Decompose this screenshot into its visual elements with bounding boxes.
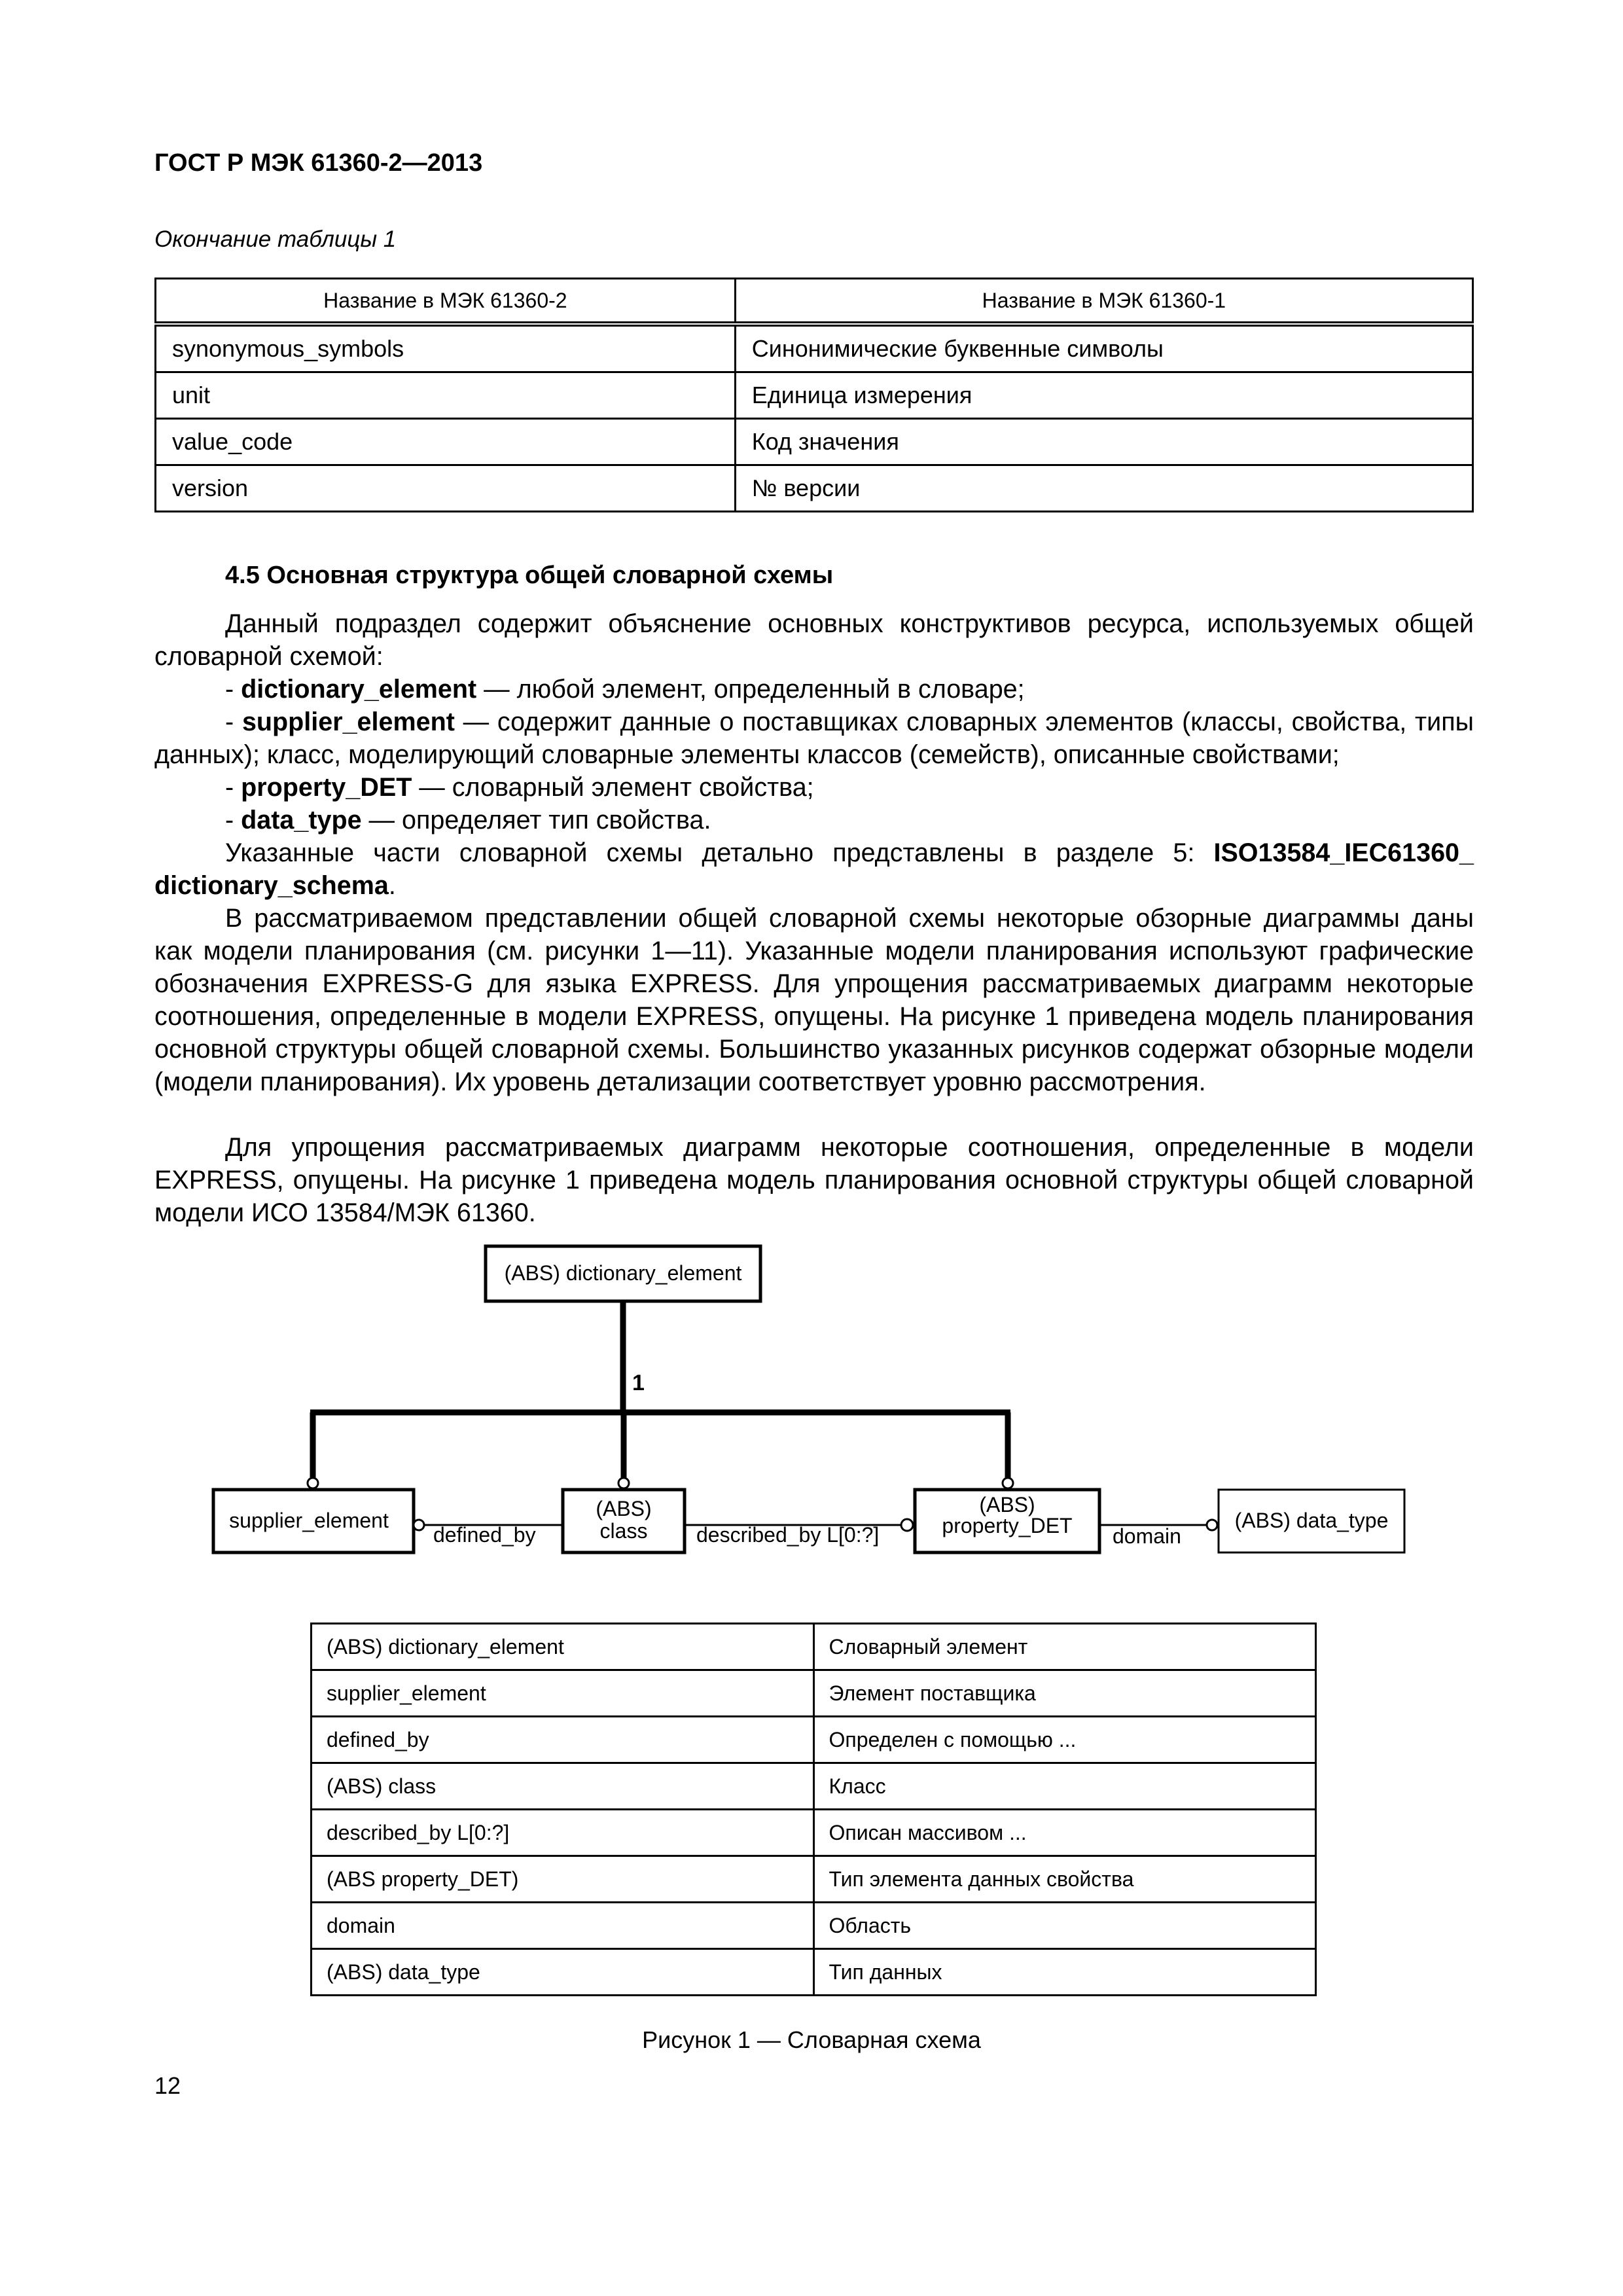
table-cell: Определен с помощью ... <box>813 1717 1316 1763</box>
list-term: property_DET <box>241 773 412 802</box>
paragraph-intro: Данный подраздел содержит объяснение основных конструктивов ресурса, используемых общей словарной схемой: <box>154 609 1474 671</box>
table-row <box>312 1670 1316 1717</box>
section-title: 4.5 Основная структура общей словарной схемы <box>225 562 834 589</box>
page-number: 12 <box>154 2072 181 2099</box>
table-cell: domain <box>312 1903 814 1949</box>
inheritance-marker <box>618 1478 629 1488</box>
table-cell: unit <box>156 372 736 419</box>
document-header: ГОСТ Р МЭК 61360-2—2013 <box>154 149 483 177</box>
label-data-type: (ABS) data_type <box>1234 1509 1389 1532</box>
table-row <box>312 1949 1316 1996</box>
table-row <box>312 1763 1316 1810</box>
table-row <box>156 419 1473 465</box>
table-row <box>312 1717 1316 1763</box>
table-cell: Синонимические буквенные символы <box>735 324 1472 372</box>
label-supplier-element: supplier_element <box>229 1509 389 1532</box>
label-property-det: property_DET <box>942 1514 1073 1537</box>
table-cell: described_by L[0:?] <box>312 1810 814 1856</box>
paragraph-text: . <box>388 871 396 900</box>
table-cell: Тип данных <box>813 1949 1316 1996</box>
table-row <box>312 1903 1316 1949</box>
paragraph-models: В рассматриваемом представлении общей словарной схемы некоторые обзорные диаграммы даны как модели планирования (см. рисунки 1—11). Указанные модели планирования используют графические обозначения EXPRESS-G для языка EXPRESS. Для упрощения рассматриваемых диаграмм некоторые соотношения, определенные в модели EXPRESS, опущены. На рисунке 1 приведена модель планирования основной структуры общей словарной схемы. Большинство указанных рисунков содержат обзорные модели (модели планирования). Их уровень детализации соответствует уровню рассмотрения. <box>154 904 1474 1096</box>
table-cell: supplier_element <box>312 1670 814 1717</box>
list-text: — определяет тип свойства. <box>361 806 711 834</box>
table-cell: (ABS) class <box>312 1763 814 1810</box>
list-item: - dictionary_element — любой элемент, определенный в словаре; <box>225 675 1025 704</box>
table-row <box>156 465 1473 512</box>
table-header-cell: Название в МЭК 61360-1 <box>735 279 1472 325</box>
relation-marker <box>901 1519 913 1531</box>
label-dictionary-element: (ABS) dictionary_element <box>504 1261 742 1285</box>
table-header-cell: Название в МЭК 61360-2 <box>156 279 736 325</box>
table-row <box>312 1810 1316 1856</box>
paragraph-text: Указанные части словарной схемы детально представлены в разделе 5: <box>225 838 1214 867</box>
table-cell: Словарный элемент <box>813 1624 1316 1670</box>
table-cell: (ABS property_DET) <box>312 1856 814 1903</box>
label-defined-by: defined_by <box>433 1523 536 1547</box>
box-supplier-element <box>213 1490 414 1552</box>
paragraph-parts <box>154 836 1474 902</box>
label-domain: domain <box>1113 1524 1181 1548</box>
table-cell: Тип элемента данных свойства <box>813 1856 1316 1903</box>
table-cell: synonymous_symbols <box>156 324 736 372</box>
paragraph-simplify: Для упрощения рассматриваемых диаграмм некоторые соотношения, определенные в модели EXPRESS, опущены. На рисунке 1 приведена модель планирования основной структуры общей словарной модели ИСО 13584/МЭК 61360. <box>154 1133 1474 1227</box>
table-cell: version <box>156 465 736 512</box>
list-item: - data_type — определяет тип свойства. <box>225 806 711 834</box>
legend-table <box>310 1623 1317 1996</box>
table-row <box>156 372 1473 419</box>
table-cell: Класс <box>813 1763 1316 1810</box>
table-row <box>156 324 1473 372</box>
list-text: — содержит данные о поставщиках словарных элементов (классы, свойства, типы данных); класс, моделирующий словарные элементы классов (семейств), описанные свойствами; <box>154 708 1474 769</box>
inheritance-marker <box>1003 1478 1013 1488</box>
table-cell: Код значения <box>735 419 1472 465</box>
table-cell: (ABS) data_type <box>312 1949 814 1996</box>
label-class-abs: (ABS) <box>596 1497 652 1520</box>
table-cell: № версии <box>735 465 1472 512</box>
list-item: - property_DET — словарный элемент свойства; <box>225 773 814 802</box>
table-caption: Окончание таблицы 1 <box>154 226 397 252</box>
label-multiplicity: 1 <box>632 1371 645 1395</box>
list-term: dictionary_element <box>241 675 477 704</box>
table-cell: value_code <box>156 419 736 465</box>
relation-marker <box>1207 1520 1217 1530</box>
table-row <box>312 1856 1316 1903</box>
label-property-abs: (ABS) <box>979 1493 1035 1516</box>
list-text: — словарный элемент свойства; <box>412 773 814 802</box>
table-row <box>312 1624 1316 1670</box>
list-item: - supplier_element — содержит данные о поставщиках словарных элементов (классы, свойства, типы данных); класс, моделирующий словарные элементы классов (семейств), описанные свойствами; <box>154 708 1474 769</box>
inheritance-marker <box>308 1478 318 1488</box>
terms-table <box>154 278 1474 512</box>
table-cell: Область <box>813 1903 1316 1949</box>
figure-caption: Рисунок 1 — Словарная схема <box>642 2026 981 2053</box>
table-cell: defined_by <box>312 1717 814 1763</box>
box-class <box>563 1490 685 1552</box>
list-term: data_type <box>241 806 362 834</box>
list-term: supplier_element <box>241 708 455 736</box>
label-class: class <box>599 1519 648 1543</box>
table-cell: (ABS) dictionary_element <box>312 1624 814 1670</box>
table-cell: Описан массивом ... <box>813 1810 1316 1856</box>
table-cell: Элемент поставщика <box>813 1670 1316 1717</box>
list-text: — любой элемент, определенный в словаре; <box>476 675 1025 704</box>
box-property-det <box>915 1490 1099 1552</box>
box-data-type <box>1219 1490 1404 1552</box>
box-dictionary-element <box>486 1246 760 1301</box>
table-header-row <box>156 279 1473 325</box>
relation-marker <box>414 1520 424 1530</box>
table-cell: Единица измерения <box>735 372 1472 419</box>
label-described-by: described_by L[0:?] <box>696 1523 880 1547</box>
schema-name: ISO13584_IEC61360_ dictionary_schema <box>154 838 1474 900</box>
